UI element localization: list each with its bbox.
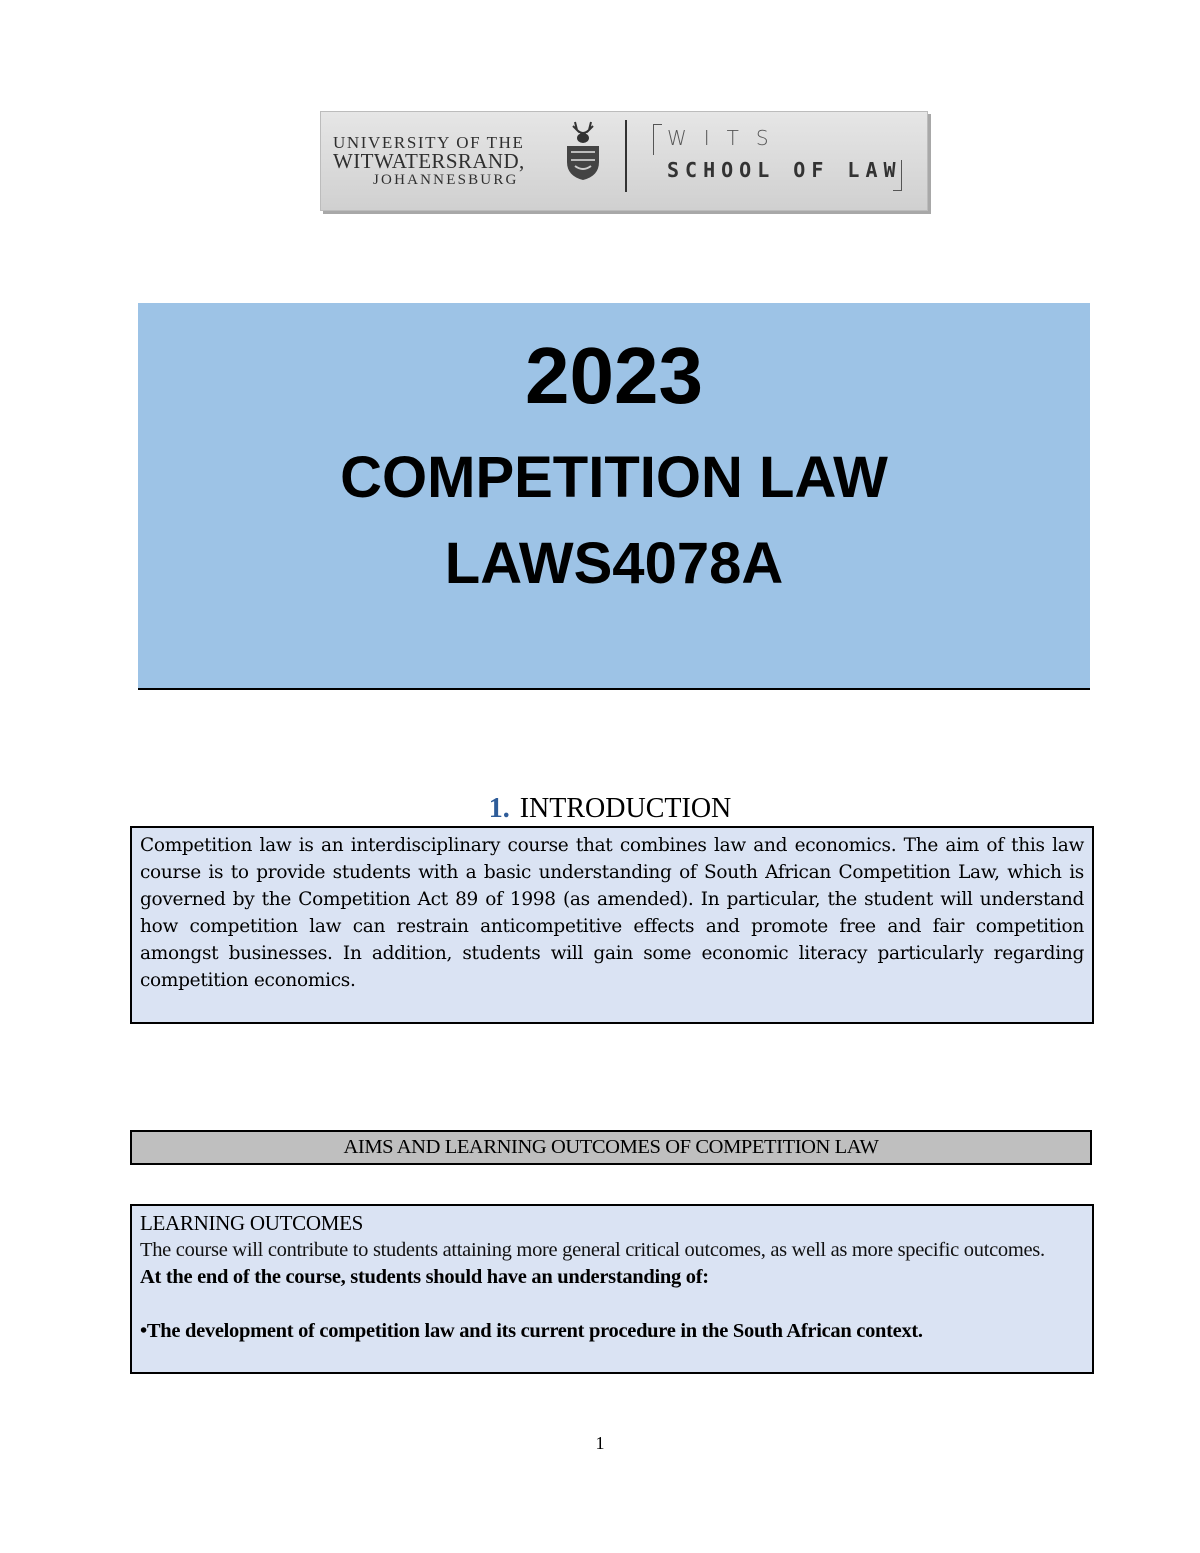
- university-line-1: UNIVERSITY OF THE: [333, 133, 525, 152]
- learning-outcome-item: •The development of competition law and its current procedure in the South African context.: [140, 1320, 923, 1342]
- section-number: 1.: [488, 793, 510, 824]
- course-name: COMPETITION LAW: [340, 445, 888, 510]
- course-title-box: [138, 303, 1090, 690]
- learning-outcomes-lead: At the end of the course, students should have an understanding of:: [140, 1266, 709, 1288]
- university-crest-icon: [561, 120, 605, 182]
- learning-outcomes-title: LEARNING OUTCOMES: [140, 1211, 363, 1235]
- course-year: 2023: [525, 331, 703, 420]
- introduction-text: Competition law is an interdisciplinary course that combines law and economics. The aim of this law course is to provide students with a basic understanding of South African Competition Law, which is governed by the Competition Act 89 of 1998 (as amended). In particular, the student will understand how competition law can restrain anticompetitive effects and promote free and fair competition amongst businesses. In addition, students will gain some economic literacy particularly regarding competition economics.: [140, 835, 1084, 991]
- university-line-3: JOHANNESBURG: [373, 172, 519, 188]
- university-logo-banner: [320, 111, 928, 211]
- page-number: 1: [595, 1433, 605, 1453]
- wits-wordmark: WITS: [667, 126, 786, 150]
- university-name: [333, 134, 558, 189]
- learning-outcomes-box: [130, 1204, 1094, 1374]
- logo-divider: [625, 120, 627, 192]
- spacer: [140, 1291, 1084, 1318]
- introduction-heading: [130, 793, 1090, 825]
- learning-outcomes-intro: The course will contribute to students attaining more general critical outcomes, as well as more specific outcomes.: [140, 1239, 1045, 1261]
- university-line-2: WITWATERSRAND,: [333, 149, 525, 173]
- logo-bracket-right: [893, 160, 902, 191]
- section-title: INTRODUCTION: [519, 793, 732, 824]
- aims-heading-bar: AIMS AND LEARNING OUTCOMES OF COMPETITION LAW: [130, 1130, 1092, 1165]
- introduction-box: [130, 826, 1094, 1024]
- logo-bracket-left: [653, 124, 662, 155]
- course-code: LAWS4078A: [444, 531, 784, 596]
- school-of-law-wordmark: SCHOOL OF LAW: [667, 158, 902, 182]
